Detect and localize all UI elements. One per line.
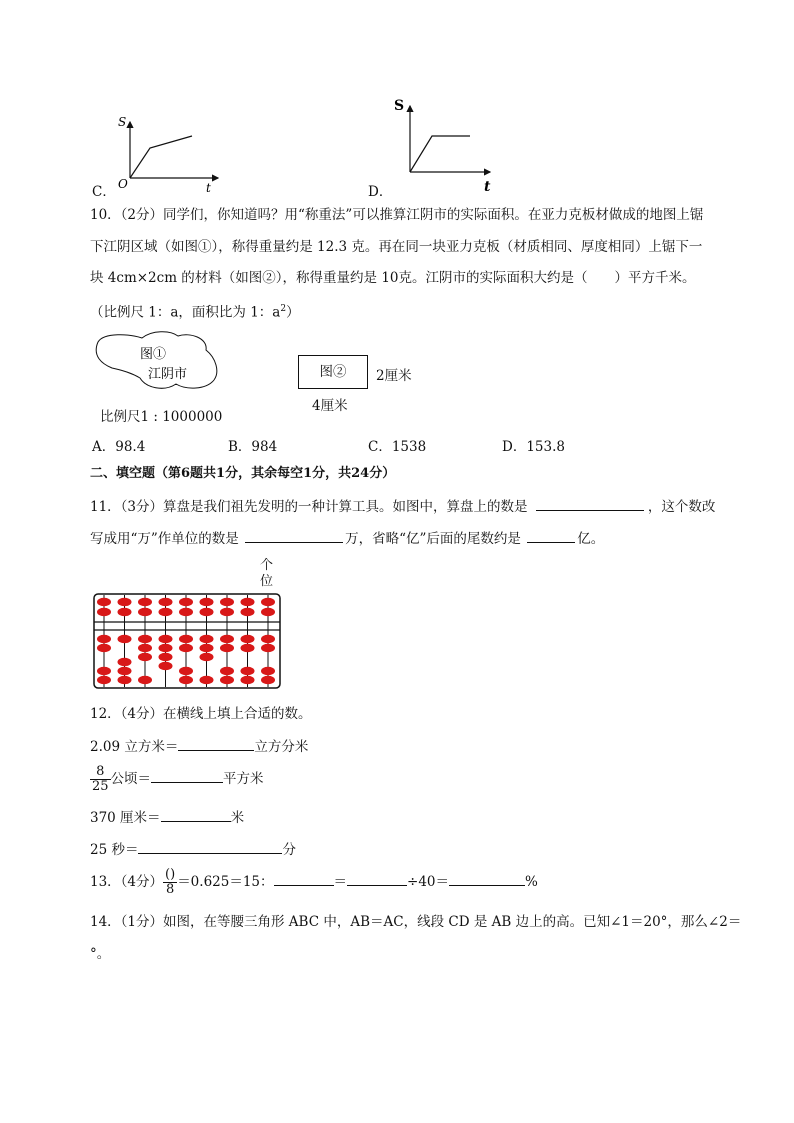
q10-line-1: 10．（2分）同学们，你知道吗？用“称重法”可以推算江阴市的实际面积。在亚力克板材做成的地图上锯 — [90, 207, 704, 223]
q12-blank-2[interactable] — [151, 768, 223, 783]
abacus-lower-bead-rest — [179, 676, 193, 684]
abacus-lower-bead-active — [220, 644, 234, 652]
figure-1-label: 图① — [140, 347, 167, 362]
abacus-lower-bead-active — [138, 644, 152, 652]
q12-title: 12．（4分）在横线上填上合适的数。 — [90, 706, 312, 722]
abacus-lower-bead-active — [261, 635, 275, 643]
option-d[interactable]: D．153.8 — [502, 439, 565, 455]
q11-blank-wan[interactable] — [245, 528, 343, 543]
abacus-upper-bead — [138, 608, 152, 616]
abacus-lower-bead-rest — [138, 676, 152, 684]
q12-row-2: $\frac{8}{25}$ 公顷＝ 平方米 — [92, 764, 264, 794]
option-b[interactable]: B．984 — [228, 439, 278, 455]
abacus-lower-bead-rest — [118, 658, 132, 666]
abacus-lower-bead-active — [241, 644, 255, 652]
abacus-lower-bead-rest — [200, 676, 214, 684]
abacus-upper-bead — [118, 598, 132, 606]
abacus-lower-bead-active — [179, 644, 193, 652]
abacus-lower-bead-active — [97, 635, 111, 643]
scale-label: 比例尺1 : 1000000 — [100, 409, 223, 425]
abacus-lower-bead-rest — [261, 667, 275, 675]
q11-blank-yi[interactable] — [527, 528, 575, 543]
abacus-lower-bead-active — [159, 653, 173, 661]
axis-s-label: S — [118, 115, 127, 129]
q12-blank-1[interactable] — [178, 736, 254, 751]
abacus-upper-bead — [241, 608, 255, 616]
figure-2-height: 2厘米 — [376, 368, 412, 384]
abacus-lower-bead-active — [159, 662, 173, 670]
abacus — [92, 592, 282, 690]
option-c-label: C． — [92, 184, 116, 200]
graph-d — [390, 92, 500, 196]
abacus-lower-bead-active — [159, 644, 173, 652]
figure-2-label: 图② — [319, 364, 347, 380]
fraction-8-25: $\frac{8}{25}$ — [92, 764, 109, 794]
abacus-lower-bead-rest — [179, 667, 193, 675]
q12-row-4: 25 秒＝ 分 — [90, 839, 296, 860]
q10-line-4: （比例尺 1：a，面积比为 1：$a^2$） — [90, 304, 300, 321]
abacus-upper-bead — [159, 598, 173, 606]
curve — [130, 136, 192, 178]
q12-row-1: 2.09 立方米＝ 立方分米 — [90, 736, 308, 757]
abacus-upper-bead — [138, 598, 152, 606]
origin-label: O — [118, 177, 128, 191]
q13-blank-3[interactable] — [449, 871, 525, 886]
abacus-lower-bead-active — [200, 653, 214, 661]
axis-s-label: S — [394, 98, 405, 114]
abacus-upper-bead — [261, 598, 275, 606]
abacus-upper-bead — [97, 598, 111, 606]
abacus-upper-bead — [179, 608, 193, 616]
fraction-blank-8[interactable]: $\frac{()}{8}$ — [165, 867, 176, 897]
q11-line-1: 11．（3分）算盘是我们祖先发明的一种计算工具。如图中，算盘上的数是 ，这个数改 — [90, 496, 715, 517]
figure-1-city: 江阴市 — [148, 367, 188, 382]
q10-line-2: 下江阴区域（如图①），称得重量约是 12.3 克。再在同一块亚力克板（材质相同、厚度相同）上锯下一 — [90, 239, 703, 255]
abacus-lower-bead-active — [200, 644, 214, 652]
abacus-lower-bead-rest — [118, 676, 132, 684]
abacus-lower-bead-rest — [261, 676, 275, 684]
abacus-lower-bead-active — [97, 644, 111, 652]
q12-blank-3[interactable] — [161, 807, 231, 822]
abacus-lower-bead-active — [200, 635, 214, 643]
abacus-lower-bead-rest — [220, 667, 234, 675]
figure-2-rect — [298, 355, 368, 389]
option-a[interactable]: A．98.4 — [92, 439, 146, 455]
option-c[interactable]: C．1538 — [368, 439, 427, 455]
abacus-upper-bead — [241, 598, 255, 606]
abacus-lower-bead-active — [179, 635, 193, 643]
axis-t-label: t — [206, 181, 211, 195]
q10-line-3: 块 4cm×2cm 的材料（如图②），称得重量约是 10克。江阴市的实际面积大约是（ ）平方千米。 — [90, 270, 696, 286]
ones-place-label: 个 位 — [260, 558, 274, 589]
abacus-lower-bead-rest — [241, 667, 255, 675]
abacus-upper-bead — [220, 598, 234, 606]
q13-blank-1[interactable] — [274, 871, 334, 886]
abacus-upper-bead — [200, 608, 214, 616]
abacus-upper-bead — [261, 608, 275, 616]
abacus-lower-bead-active — [138, 635, 152, 643]
abacus-lower-bead-active — [138, 653, 152, 661]
abacus-upper-bead — [200, 598, 214, 606]
abacus-lower-bead-active — [220, 635, 234, 643]
abacus-lower-bead-rest — [241, 676, 255, 684]
q13-blank-2[interactable] — [347, 871, 407, 886]
figure-2-width: 4厘米 — [312, 398, 348, 414]
figure-1-map — [90, 328, 230, 398]
q14-line-1: 14．（1分）如图，在等腰三角形 ABC 中，AB＝AC，线段 CD 是 AB 边上的高。已知∠1＝20°，那么∠2＝ — [90, 914, 742, 930]
question-13: 13．（4分） $\frac{()}{8}$ ＝0.625＝15： ＝ ÷40＝ % — [90, 867, 538, 897]
q12-blank-4[interactable] — [138, 839, 282, 854]
abacus-lower-bead-rest — [97, 667, 111, 675]
graph-c — [108, 110, 228, 198]
abacus-lower-bead-active — [241, 635, 255, 643]
abacus-lower-bead-rest — [118, 667, 132, 675]
q11-blank-number[interactable] — [536, 496, 644, 511]
abacus-upper-bead — [220, 608, 234, 616]
abacus-upper-bead — [179, 598, 193, 606]
abacus-upper-bead — [159, 608, 173, 616]
abacus-lower-bead-rest — [220, 676, 234, 684]
abacus-lower-bead-active — [159, 635, 173, 643]
abacus-lower-bead-rest — [97, 676, 111, 684]
q12-row-3: 370 厘米＝ 米 — [90, 807, 244, 828]
curve — [410, 136, 470, 172]
abacus-upper-bead — [97, 608, 111, 616]
axis-t-label: t — [484, 179, 491, 195]
abacus-upper-bead — [118, 608, 132, 616]
section-2-heading: 二、填空题（第6题共1分，其余每空1分，共24分） — [90, 466, 396, 481]
q11-line-2: 写成用“万”作单位的数是 万，省略“亿”后面的尾数约是 亿。 — [90, 528, 604, 549]
abacus-lower-bead-active — [261, 644, 275, 652]
abacus-lower-bead-active — [118, 635, 132, 643]
q14-line-2: °。 — [90, 946, 111, 962]
option-d-label: D． — [368, 184, 393, 200]
